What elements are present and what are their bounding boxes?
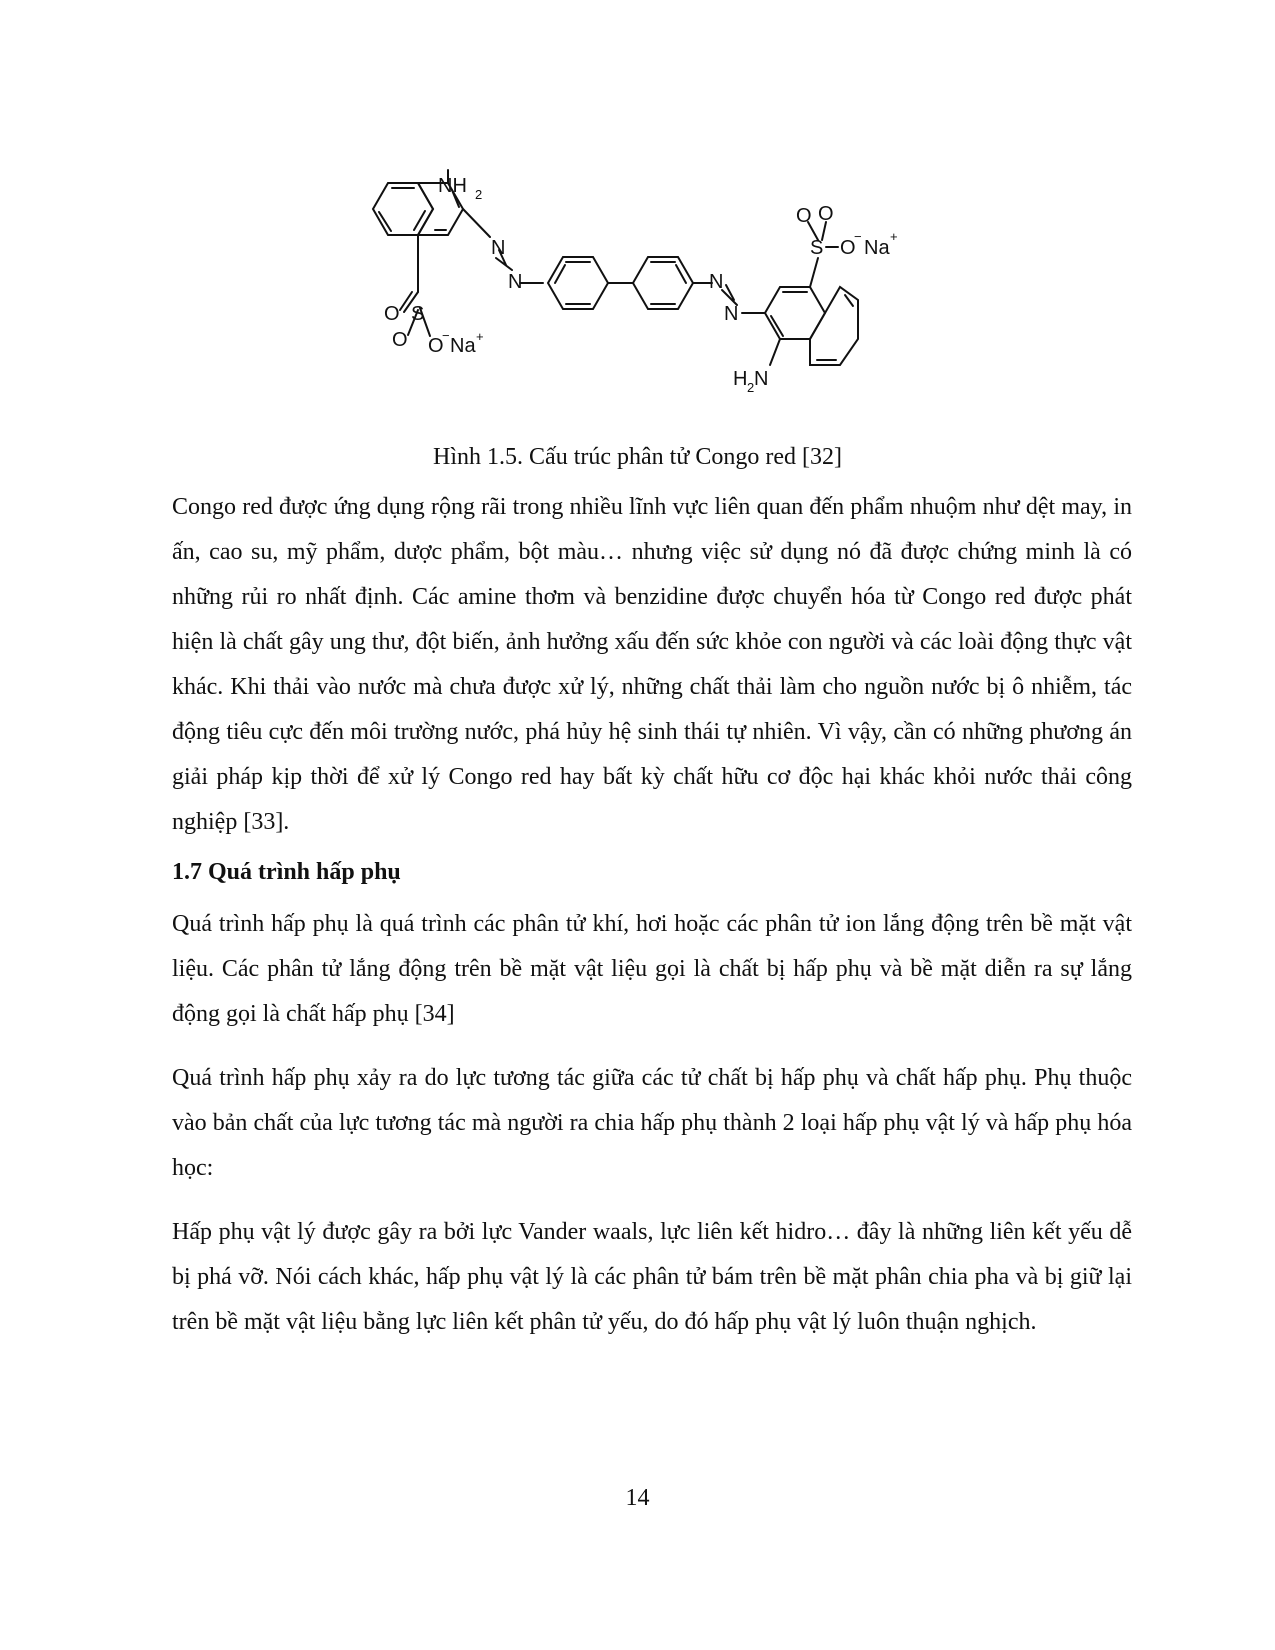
- section-heading: 1.7 Quá trình hấp phụ: [172, 859, 401, 885]
- label-nh2-top: NH: [438, 175, 467, 197]
- paragraph-adsorption-definition: Quá trình hấp phụ là quá trình các phân tử khí, hơi hoặc các phân tử ion lắng động trên bề mặt vật liệu. Các phân tử lắng động trên bề mặt vật liệu gọi là chất bị hấp phụ và bề mặt diễn ra sự lắng động gọi là chất hấp phụ [34]: [172, 911, 1132, 1027]
- label-sulfur-right: S: [810, 237, 824, 259]
- label-h2n-h: H: [733, 368, 748, 390]
- label-oxygen-3: O: [796, 205, 812, 227]
- label-h2n-sub: 2: [747, 380, 755, 395]
- label-o-minus-left: O: [428, 335, 444, 357]
- molecule-diagram: [360, 150, 920, 410]
- label-h2n-n: N: [754, 368, 769, 390]
- label-minus-right: −: [854, 229, 862, 244]
- congo-red-structure-figure: [360, 150, 920, 410]
- label-azo-n-3: N: [709, 271, 724, 293]
- left-naphthalene-ring-a: [373, 183, 433, 235]
- label-o-minus-right: O: [840, 237, 856, 259]
- label-azo-n-2: N: [508, 271, 523, 293]
- paragraph-physical-adsorption: Hấp phụ vật lý được gây ra bởi lực Vander waals, lực liên kết hidro… đây là những liên kết yếu dễ bị phá vỡ. Nói cách khác, hấp phụ vật lý là các phân tử bám trên bề mặt phân chia pha và bị giữ lại trên bề mặt vật liệu bằng lực liên kết phân tử yếu, do đó hấp phụ vật lý luôn thuận nghịch.: [172, 1219, 1132, 1335]
- paragraph-adsorption-types: Quá trình hấp phụ xảy ra do lực tương tác giữa các tử chất bị hấp phụ và chất hấp phụ. Phụ thuộc vào bản chất của lực tương tác mà người ra chia hấp phụ thành 2 loại hấp phụ vật lý và hấp phụ hóa học:: [172, 1065, 1132, 1181]
- label-plus-right: +: [890, 229, 898, 244]
- biphenyl-ring-2: [633, 257, 693, 309]
- page-number: 14: [625, 1485, 650, 1511]
- label-oxygen-4: O: [818, 203, 834, 225]
- right-naphthalene-ring-a: [765, 287, 825, 339]
- label-oxygen-1: O: [384, 303, 400, 325]
- label-azo-n-4: N: [724, 303, 739, 325]
- label-sodium-right: Na: [864, 237, 890, 259]
- label-minus-left: −: [442, 328, 450, 343]
- label-sulfur-left: S: [411, 303, 425, 325]
- biphenyl-ring-1: [548, 257, 608, 309]
- label-plus-left: +: [476, 329, 484, 344]
- figure-caption: Hình 1.5. Cấu trúc phân tử Congo red [32]: [433, 444, 842, 470]
- label-oxygen-2: O: [392, 329, 408, 351]
- label-sub-2: 2: [475, 187, 483, 202]
- label-sodium-left: Na: [450, 335, 476, 357]
- label-azo-n-1: N: [491, 237, 506, 259]
- paragraph-congo-red-usage: Congo red được ứng dụng rộng rãi trong nhiều lĩnh vực liên quan đến phẩm nhuộm như dệt may, in ấn, cao su, mỹ phẩm, dược phẩm, bột màu… nhưng việc sử dụng nó đã được chứng minh là có những rủi ro nhất định. Các amine thơm và benzidine được chuyển hóa từ Congo red được phát hiện là chất gây ung thư, đột biến, ảnh hưởng xấu đến sức khỏe con người và các loài động thực vật khác. Khi thải vào nước mà chưa được xử lý, những chất thải làm cho nguồn nước bị ô nhiễm, tác động tiêu cực đến môi trường nước, phá hủy hệ sinh thái tự nhiên. Vì vậy, cần có những phương án giải pháp kịp thời để xử lý Congo red hay bất kỳ chất hữu cơ độc hại khác khỏi nước thải công nghiệp [33].: [172, 494, 1132, 835]
